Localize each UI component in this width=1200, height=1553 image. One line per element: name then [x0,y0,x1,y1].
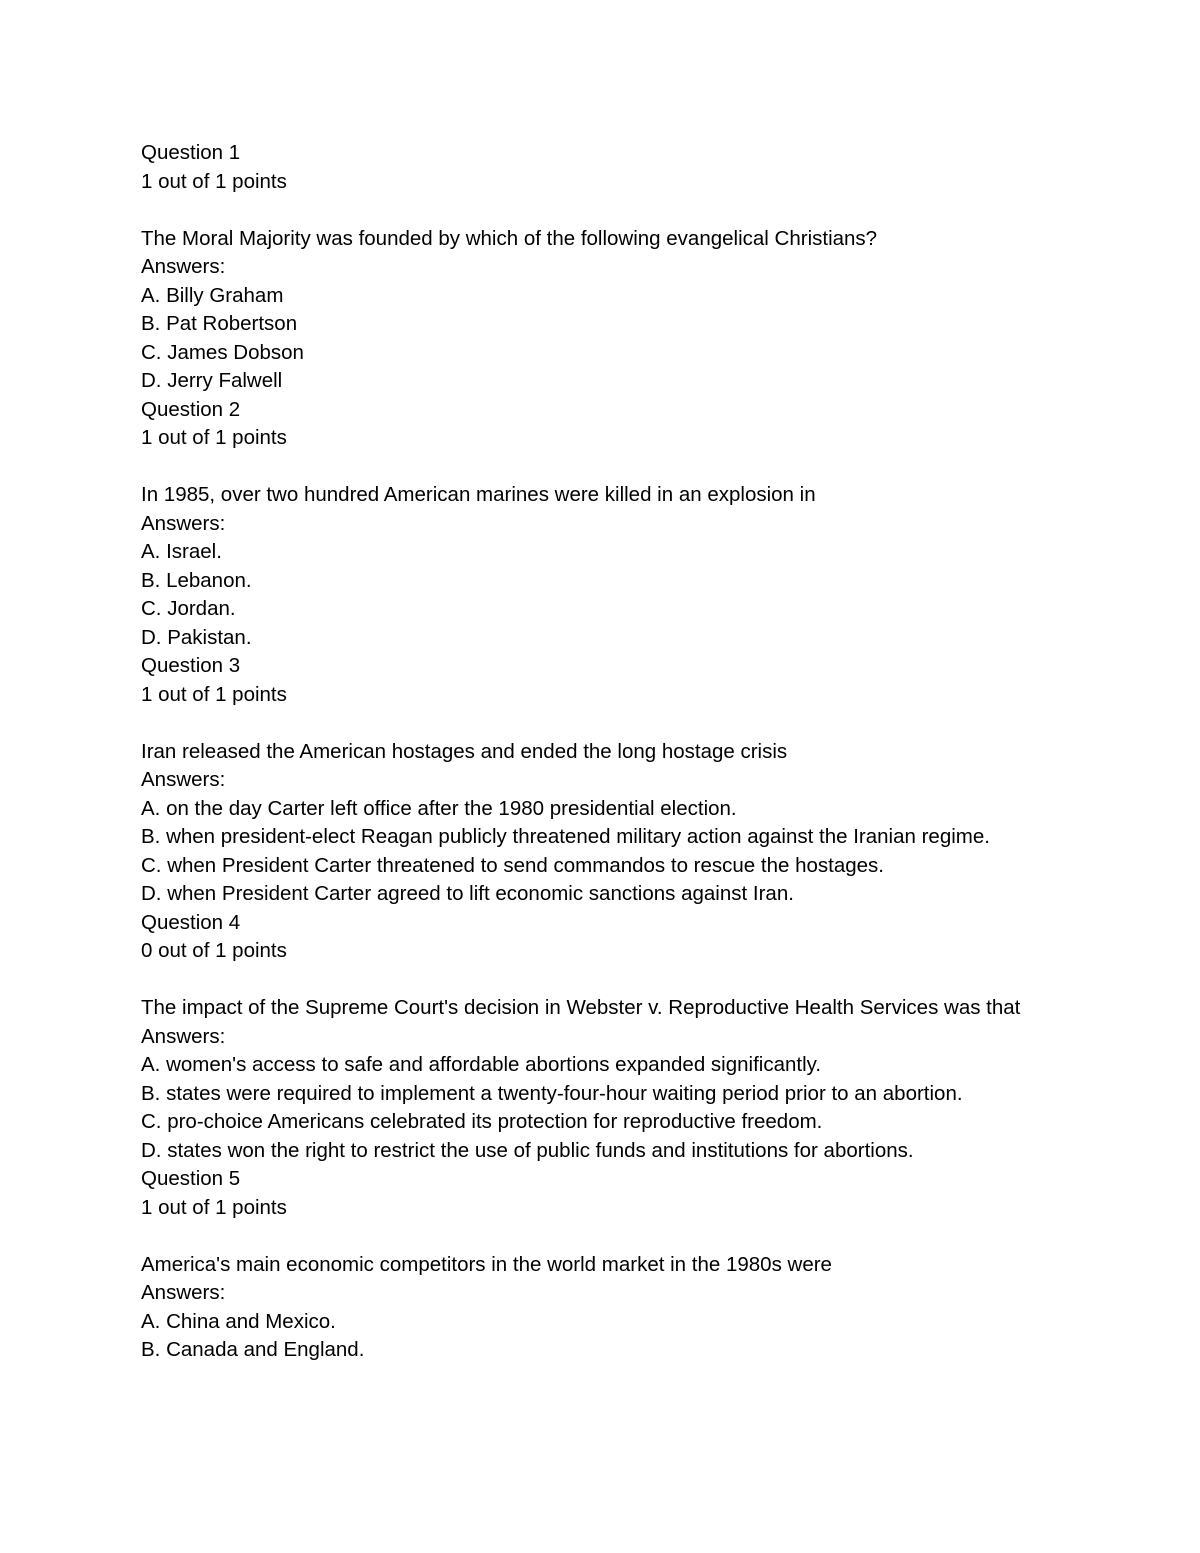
question-points: 1 out of 1 points [141,169,287,193]
answer-option: A. Israel. [141,540,222,563]
answer-option: B. Canada and England. [141,1338,365,1361]
question-points: 1 out of 1 points [141,426,287,449]
answer-option: D. when President Carter agreed to lift economic sanctions against Iran. [141,882,794,905]
answer-option: D. states won the right to restrict the use of public funds and institutions for abortions. [141,1138,914,1162]
question-text: The impact of the Supreme Court's decision in Webster v. Reproductive Health Services was that [141,996,1021,1019]
answer-option: D. Jerry Falwell [141,369,283,392]
question-text: America's main economic competitors in the world market in the 1980s were [141,1252,832,1276]
answer-option: A. China and Mexico. [141,1309,336,1333]
answer-option: B. when president-elect Reagan publicly threatened military action against the Iranian regime. [141,825,990,848]
answer-option: A. Billy Graham [141,283,284,307]
answer-option: D. Pakistan. [141,625,252,649]
question-title: Question 1 [141,141,241,164]
answer-option: A. on the day Carter left office after the 1980 presidential election. [141,796,737,820]
question-block [141,909,1041,1166]
question-block [141,652,1041,909]
answers-label: Answers: [141,1281,226,1304]
answer-option: C. when President Carter threatened to send commandos to rescue the hostages. [141,853,884,877]
question-block [141,1165,1041,1365]
answer-option: B. Pat Robertson [141,312,298,335]
question-title: Question 5 [141,1167,241,1190]
question-block [141,139,1041,396]
answer-option: B. Lebanon. [141,568,252,592]
answer-option: C. Jordan. [141,597,236,620]
question-points: 1 out of 1 points [141,1195,287,1219]
answers-label: Answers: [141,511,226,535]
answer-option: C. James Dobson [141,340,304,364]
question-title: Question 2 [141,397,241,421]
question-title: Question 3 [141,654,241,677]
quiz-document [141,139,1041,1365]
answers-label: Answers: [141,255,226,278]
question-points: 0 out of 1 points [141,939,287,962]
question-title: Question 4 [141,910,241,934]
question-points: 1 out of 1 points [141,682,287,706]
question-text: In 1985, over two hundred American marines were killed in an explosion in [141,483,816,506]
answer-option: A. women's access to safe and affordable abortions expanded significantly. [141,1053,822,1076]
answers-label: Answers: [141,1024,226,1048]
answers-label: Answers: [141,768,226,791]
question-text: Iran released the American hostages and ended the long hostage crisis [141,739,788,763]
question-block [141,396,1041,653]
question-text: The Moral Majority was founded by which of the following evangelical Christians? [141,226,878,250]
answer-option: B. states were required to implement a twenty-four-hour waiting period prior to an abortion. [141,1081,963,1105]
answer-option: C. pro-choice Americans celebrated its protection for reproductive freedom. [141,1110,823,1133]
